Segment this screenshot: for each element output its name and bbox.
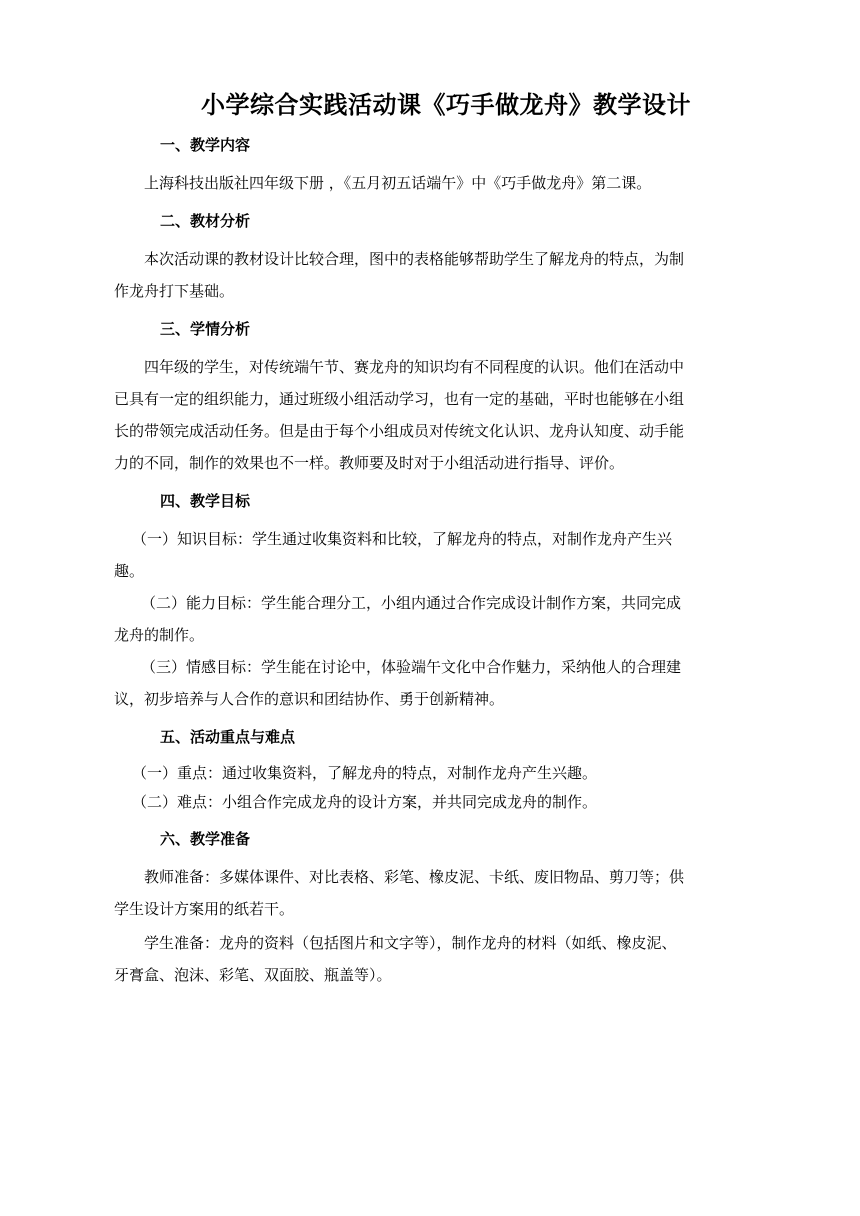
students-line: 四年级的学生，对传统端午节、赛龙舟的知识均有不同程度的认识。他们在活动中: [144, 358, 685, 376]
students-line: 长的带领完成活动任务。但是由于每个小组成员对传统文化认识、龙舟认知度、动手能: [114, 422, 685, 440]
section-heading-students: 三、学情分析: [160, 320, 251, 338]
focus-difficult: （二）难点：小组合作完成龙舟的设计方案，并共同完成龙舟的制作。: [132, 793, 598, 811]
section-heading-goals: 四、教学目标: [160, 492, 251, 510]
goals-emotion: [114, 651, 778, 715]
goals-ability: [114, 587, 778, 651]
material-line: 本次活动课的教材设计比较合理，图中的表格能够帮助学生了解龙舟的特点，为制: [144, 250, 685, 268]
prep-teacher: [114, 861, 778, 925]
prep-line: 学生准备：龙舟的资料（包括图片和文字等），制作龙舟的材料（如纸、橡皮泥、: [144, 934, 677, 952]
students-line: 已具有一定的组织能力，通过班级小组活动学习，也有一定的基础，平时也能够在小组: [114, 390, 685, 408]
focus-list: [114, 759, 778, 817]
material-paragraph: [114, 243, 778, 307]
prep-line: 教师准备：多媒体课件、对比表格、彩笔、橡皮泥、卡纸、废旧物品、剪刀等；供: [144, 868, 685, 886]
students-paragraph: [114, 351, 778, 479]
prep-line: 牙膏盒、泡沫、彩笔、双面胶、瓶盖等）。: [114, 966, 392, 984]
section-heading-material: 二、教材分析: [160, 212, 251, 230]
document-title: 小学综合实践活动课《巧手做龙舟》教学设计: [201, 91, 691, 119]
goals-line: （三）情感目标：学生能在讨论中，体验端午文化中合作魅力，采纳他人的合理建: [141, 658, 682, 676]
content-text: 上海科技出版社四年级下册 ，《五月初五话端午》中《巧手做龙舟》第二课。: [144, 174, 652, 192]
section-heading-content: 一、教学内容: [160, 136, 251, 154]
section-heading-prep: 六、教学准备: [160, 830, 251, 848]
goals-line: （一）知识目标：学生通过收集资料和比较，了解龙舟的特点，对制作龙舟产生兴: [132, 530, 673, 548]
focus-key: （一）重点：通过收集资料，了解龙舟的特点，对制作龙舟产生兴趣。: [132, 764, 598, 782]
goals-line: 趣。: [114, 562, 145, 580]
section-heading-focus: 五、活动重点与难点: [160, 728, 296, 746]
goals-line: （二）能力目标：学生能合理分工，小组内通过合作完成设计制作方案，共同完成: [141, 594, 682, 612]
goals-line: 龙舟的制作。: [114, 626, 205, 644]
goals-line: 议，初步培养与人合作的意识和团结协作、勇于创新精神。: [114, 690, 505, 708]
material-line: 作龙舟打下基础。: [114, 282, 235, 300]
goals-knowledge: [114, 523, 778, 587]
prep-line: 学生设计方案用的纸若干。: [114, 900, 295, 918]
prep-student: [114, 927, 778, 991]
students-line: 力的不同，制作的效果也不一样。教师要及时对于小组活动进行指导、评价。: [114, 454, 625, 472]
document-page: [114, 88, 778, 991]
